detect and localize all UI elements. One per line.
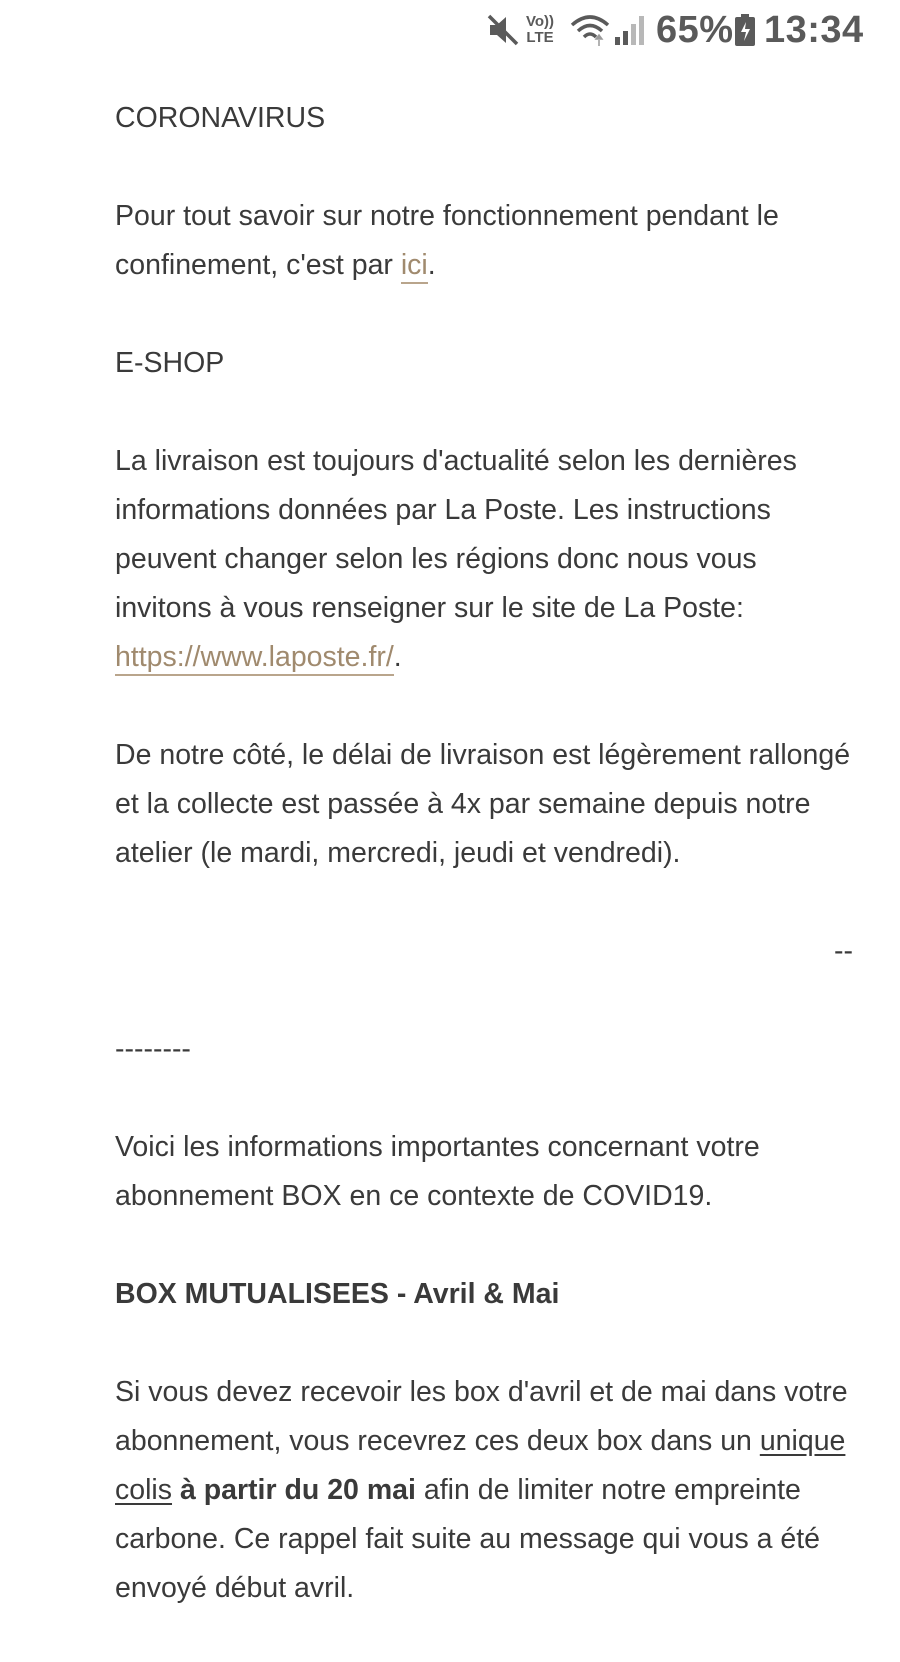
heading-box-mutualisees: BOX MUTUALISEES - Avril & Mai — [115, 1278, 560, 1310]
status-bar — [0, 0, 900, 60]
heading-coronavirus: CORONAVIRUS — [115, 102, 326, 134]
box-details-text-a: Si vous devez recevoir les box d'avril et de mai dans votre abonnement, vous recevrez ces deux box dans un — [115, 1376, 848, 1457]
paragraph-livraison-text: La livraison est toujours d'actualité selon les dernières informations données par La Poste. Les instructions peuvent changer selon les régions donc nous vous invitons à vous renseigner sur le site de La Poste: — [115, 445, 797, 624]
box-details-text-b: afin de limiter notre empreinte carbone. Ce rappel fait suite au message qui vous a été envoyé début avril. — [115, 1474, 821, 1604]
message-body — [115, 94, 853, 1662]
laposte-link[interactable]: https://www.laposte.fr/ — [115, 641, 394, 676]
paragraph-confinement-text: Pour tout savoir sur notre fonctionnement pendant le confinement, c'est par — [115, 200, 779, 281]
network-label-top: Vo)) — [526, 13, 555, 30]
battery-icon — [734, 12, 756, 48]
paragraph-delai: De notre côté, le délai de livraison est légèrement rallongé et la collecte est passée à 4x par semaine depuis notre atelier (le mardi, mercredi, jeudi et vendredi). — [115, 739, 851, 869]
network-label-bottom: LTE — [526, 29, 554, 46]
clock: 13:34 — [764, 9, 864, 51]
paragraph-confinement — [115, 192, 853, 290]
punct: . — [393, 641, 402, 673]
heading-eshop: E-SHOP — [115, 347, 225, 379]
paragraph-livraison — [115, 437, 853, 682]
punct: . — [427, 249, 436, 281]
unique-colis-text: unique colis — [115, 1425, 846, 1506]
separator-right: -- — [834, 935, 853, 967]
signal-icon — [612, 12, 646, 48]
ici-link[interactable]: ici — [401, 249, 428, 284]
space — [172, 1474, 180, 1506]
paragraph-box-info: Voici les informations importantes concernant votre abonnement BOX en ce contexte de COVID19. — [115, 1131, 760, 1212]
wifi-icon — [570, 12, 610, 48]
battery-percent: 65% — [656, 9, 734, 51]
paragraph-box-details — [115, 1368, 853, 1613]
date-emphasis: à partir du 20 mai — [179, 1474, 416, 1506]
volte-icon — [526, 12, 554, 48]
separator-left: -------- — [115, 1033, 191, 1065]
mute-icon — [486, 12, 520, 48]
